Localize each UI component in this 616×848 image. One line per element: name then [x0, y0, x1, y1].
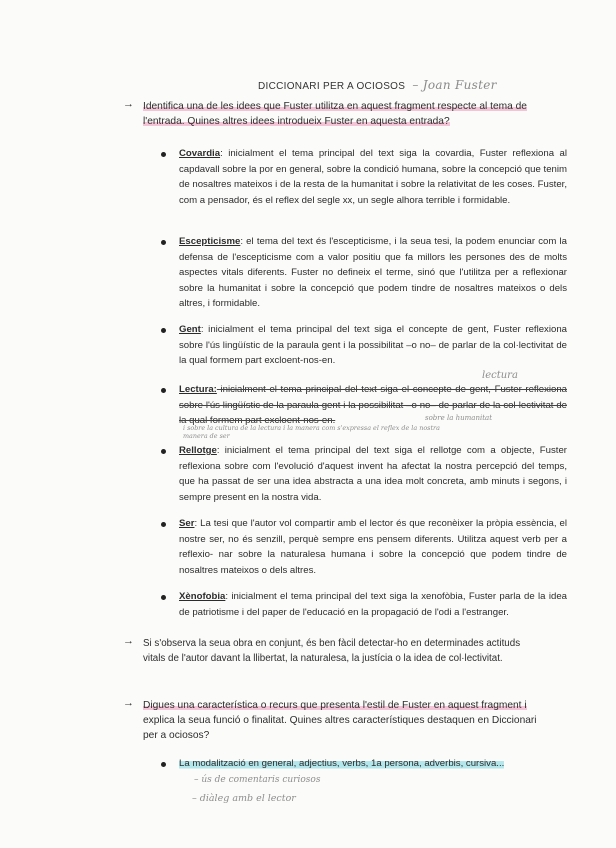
handwritten-note-lectura-under-2: manera de ser	[183, 432, 230, 440]
handwritten-note-bottom-2: – diàleg amb el lector	[192, 793, 296, 804]
bullet-icon	[161, 240, 166, 245]
bullet-icon	[161, 762, 166, 767]
bullet-icon	[161, 449, 166, 454]
list-item-rellotge: Rellotge: inicialment el tema principal del text siga el rellotge com a objecte, Fuster reflexiona sobre com l'evolució d'aquest invent ha afectat la nostra percepció del temps, que ha passat de ser una idea abstracta a una idea molt concreta, amb minuts i segons, i sempre present en la nostra vida.	[179, 445, 567, 503]
list-item-xenofobia: Xènofobia: inicialment el tema principal del text siga la xenofòbia, Fuster parla de la idea de patriotisme i del paper de l'educació en la propagació de l'odi a l'estranger.	[179, 591, 567, 618]
title-handwritten-author: – Joan Fuster	[412, 78, 497, 92]
list-item-lectura: Lectura: inicialment el tema principal del text siga el concepte de gent, Fuster reflexiona sobre l'ús lingüístic de la paraula gent i la possibilitat –o no– de parlar de la col·lectivitat de la qual formem part excloent-nos-en.	[179, 384, 567, 427]
bullet-icon	[161, 328, 166, 333]
document-title	[258, 78, 497, 92]
bullet-icon	[161, 152, 166, 157]
question-2-line-1: Digues una característica o recurs que presenta l'estil de Fuster en aquest fragment i	[143, 700, 527, 711]
list-item-escepticisme: Escepticisme: el tema del text és l'escepticisme, i la seua tesi, la podem enunciar com la defensa de l'escepticisme com a valor positiu que fa millors les persones des de molts aspectes vitals diferents. Fuster no defineix el terme, sinó que l'utilitza per a reflexionar sobre la humanitat i sobre la concepció que podem tindre de nosaltres mateixos o dels altres, i formidable.	[179, 236, 567, 310]
list-item-gent: Gent: inicialment el tema principal del text siga el concepte de gent, Fuster reflexiona sobre l'ús lingüístic de la paraula gent i la possibilitat –o no– de parlar de la col·lectivitat de la qual formem part excloent-nos-en.	[179, 324, 567, 367]
title-text: DICCIONARI PER A OCIOSOS	[258, 81, 406, 92]
bullet-icon	[161, 388, 166, 393]
arrow-icon: →	[123, 98, 134, 110]
paragraph-line-2: vitals de l'autor davant la llibertat, la naturalesa, la justícia o la idea de col·lectivitat.	[143, 653, 503, 664]
bullet-icon	[161, 595, 166, 600]
question-2-line-3: per a ociosos?	[143, 730, 210, 741]
paragraph-line-1: Si s'observa la seua obra en conjunt, és ben fàcil detectar-ho en determinades actituds	[143, 638, 521, 649]
arrow-icon: →	[123, 697, 134, 709]
list-item-ser: Ser: La tesi que l'autor vol compartir amb el lector és que reconèixer la pròpia essència, el nostre ser, no és senzill, perquè sempre ens pensem diferents. Utilitza aquest verb per a reflexio- nar sobre la naturalesa humana i sobre la concepció que podem tindre de nosaltres mateixos o dels altres.	[179, 518, 567, 576]
question-2	[143, 698, 583, 743]
question-1-line-1: Identifica una de les idees que Fuster utilitza en aquest fragment respecte al tema de	[143, 101, 527, 112]
list-item-modalitzacio: La modalització en general, adjectius, verbs, 1a persona, adverbis, cursiva...	[179, 758, 505, 769]
paragraph-conjunt	[143, 636, 583, 666]
bullet-icon	[161, 522, 166, 527]
question-1	[143, 99, 573, 129]
handwritten-note-lectura-under-1: i sobre la cultura de la lectura i la manera com s'expressa el reflex de la nostra	[183, 424, 440, 432]
question-1-line-2: l'entrada. Quines altres idees introdueix Fuster en aquesta entrada?	[143, 116, 450, 127]
list-item-covardia: Covardia: inicialment el tema principal del text siga la covardia, Fuster reflexiona al capdavall sobre la por en general, sobre la condició humana, sobre la concepció que tenim de nosaltres mateixos i de la resta de la humanitat i sobre la relativitat de les coses. Fuster, com a pensador, és el reflex del segle xx, un segle alhora terrible i formidable.	[179, 148, 567, 206]
handwritten-note-bottom-1: – ús de comentaris curiosos	[194, 775, 321, 785]
handwritten-note-lectura: lectura	[482, 370, 518, 381]
arrow-icon: →	[123, 635, 134, 647]
handwritten-note-lectura-side: sobre la humanitat	[425, 414, 493, 422]
question-2-line-2: explica la seua funció o finalitat. Quines altres característiques destaquen en Diccionari	[143, 715, 537, 726]
